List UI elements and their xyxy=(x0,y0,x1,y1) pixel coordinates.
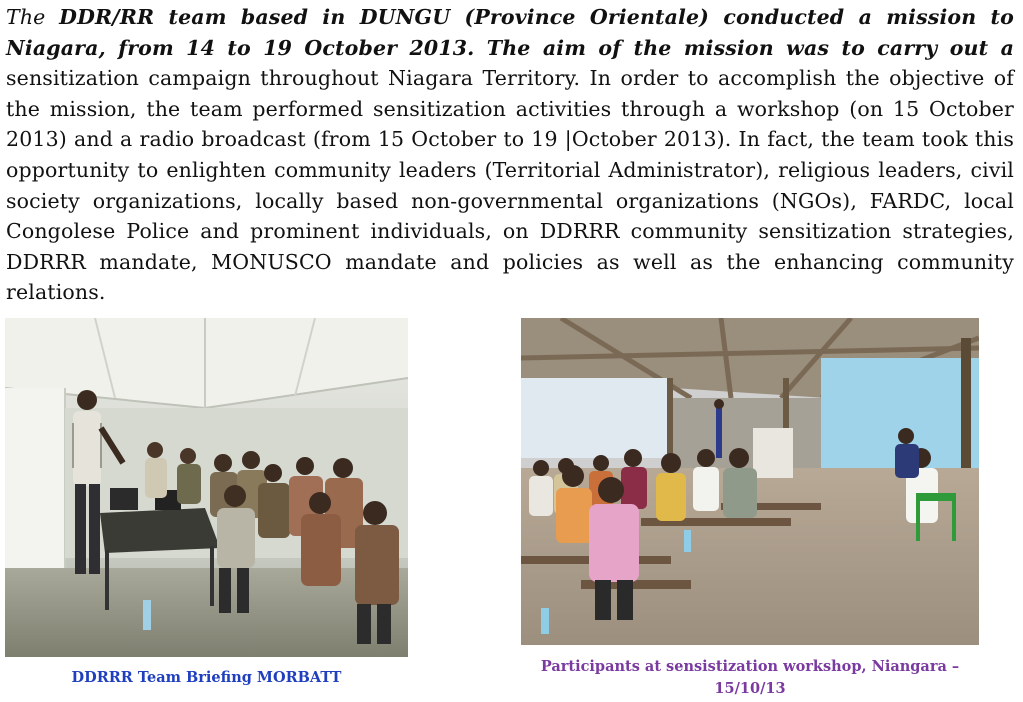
paragraph-lead: The xyxy=(6,5,46,29)
photo-sensitization-workshop xyxy=(521,318,979,645)
caption-sensitization-workshop: Participants at sensistization workshop, Niangara – 15/10/13 xyxy=(540,658,960,697)
photo-team-briefing xyxy=(5,318,408,657)
paragraph-body: sensitization campaign throughout Niagara Territory. In order to accomplish the objective of the mission, the team performed sensitization activities through a workshop (on 15 October 2013) and a radio broadcast (from 15 October to 19 |October 2013). In fact, the team took this opportunity to enlighten community leaders (Territorial Administrator), religious leaders, civil society organizations, locally based non-governmental organizations (NGOs), FARDC, local Congolese Police and prominent individuals, on DDRRR community sensitization strategies, DDRRR mandate, MONUSCO mandate and policies as well as the enhancing community relations. xyxy=(6,66,1014,305)
paragraph-bold-intro: DDR/RR team based in DUNGU (Province Orientale) conducted a mission to Niagara, from 14 to 19 October 2013. The aim of the mission was to carry out a xyxy=(6,5,1014,60)
caption-team-briefing: DDRRR Team Briefing MORBATT xyxy=(71,669,342,686)
body-paragraph xyxy=(6,2,1014,308)
